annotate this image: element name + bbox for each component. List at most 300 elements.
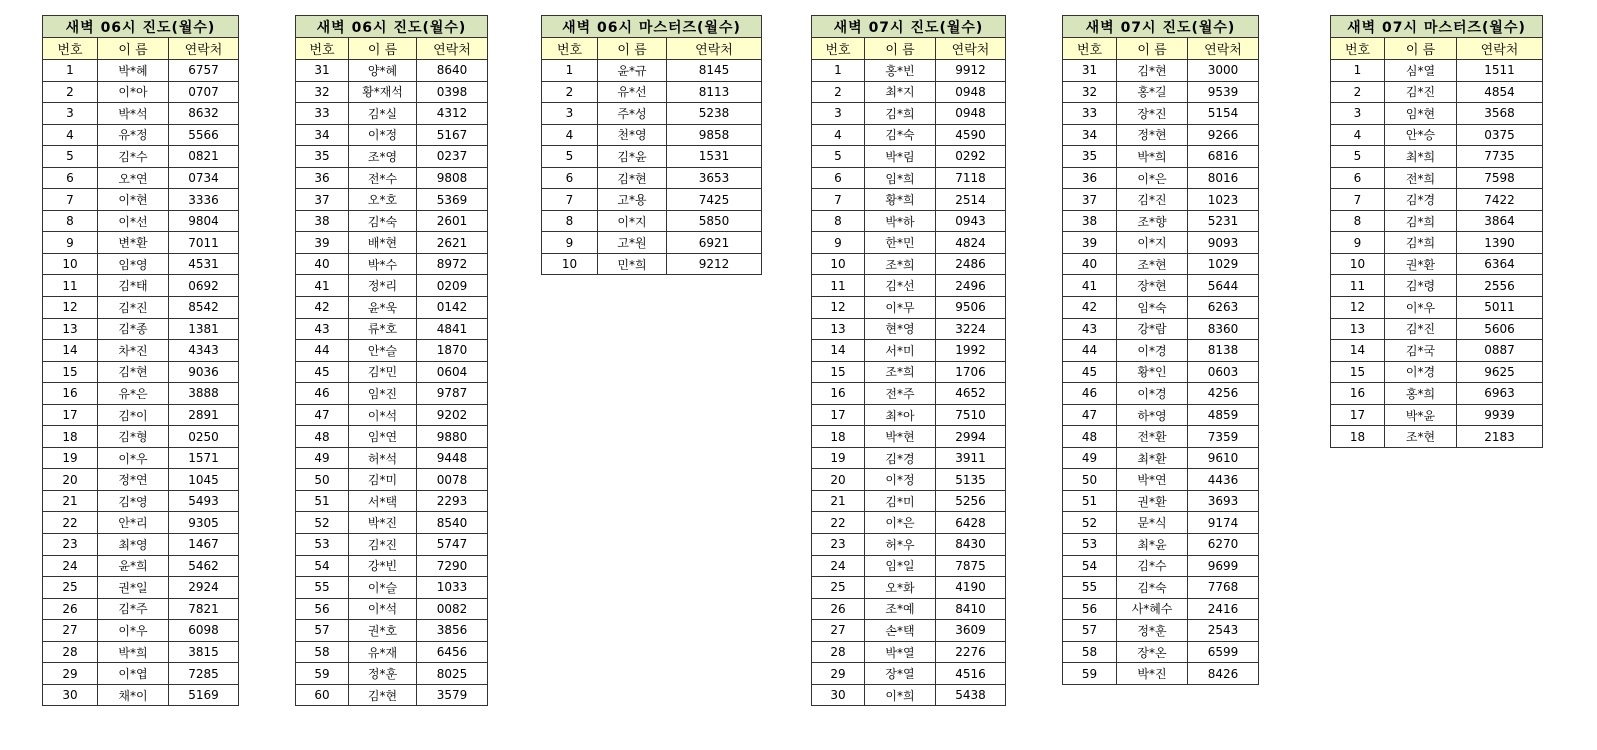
cell-number: 6 (812, 167, 865, 189)
table-row (296, 297, 488, 319)
cell-name: 이*우 (98, 447, 169, 469)
cell-contact: 1023 (1188, 189, 1259, 211)
cell-number: 39 (1063, 232, 1117, 254)
cell-contact: 5644 (1188, 275, 1259, 297)
cell-number: 27 (812, 620, 865, 642)
column-header-name: 이 름 (349, 38, 417, 60)
cell-contact: 8360 (1188, 318, 1259, 340)
cell-contact: 9858 (667, 124, 762, 146)
table-row (43, 189, 239, 211)
cell-contact: 3911 (936, 447, 1006, 469)
cell-number: 7 (542, 189, 598, 211)
cell-number: 1 (542, 60, 598, 82)
cell-name: 조*현 (1117, 253, 1188, 275)
cell-contact: 2621 (417, 232, 488, 254)
table-row (812, 275, 1006, 297)
cell-name: 천*영 (598, 124, 667, 146)
table-row (1063, 512, 1259, 534)
cell-number: 11 (812, 275, 865, 297)
cell-name: 이*희 (865, 684, 936, 706)
table-row (812, 189, 1006, 211)
cell-name: 박*열 (865, 641, 936, 663)
cell-number: 29 (812, 663, 865, 685)
cell-number: 57 (296, 620, 349, 642)
table-row (812, 490, 1006, 512)
cell-number: 29 (43, 663, 98, 685)
table-row (43, 146, 239, 168)
cell-contact: 5566 (169, 124, 239, 146)
cell-number: 32 (296, 81, 349, 103)
cell-name: 조*희 (865, 253, 936, 275)
table-row (1331, 167, 1543, 189)
cell-contact: 1511 (1457, 60, 1543, 82)
cell-contact: 0082 (417, 598, 488, 620)
cell-number: 16 (1331, 383, 1385, 405)
cell-number: 52 (296, 512, 349, 534)
cell-number: 35 (296, 146, 349, 168)
cell-name: 박*진 (349, 512, 417, 534)
table-row (1331, 103, 1543, 125)
table-row (43, 167, 239, 189)
cell-contact: 8430 (936, 534, 1006, 556)
table-row (812, 534, 1006, 556)
table-row (296, 81, 488, 103)
table-row (542, 210, 762, 232)
cell-contact: 4343 (169, 340, 239, 362)
cell-number: 12 (812, 297, 865, 319)
cell-name: 문*식 (1117, 512, 1188, 534)
cell-name: 김*형 (98, 426, 169, 448)
cell-contact: 0250 (169, 426, 239, 448)
table-row (812, 146, 1006, 168)
cell-number: 9 (542, 232, 598, 254)
table-row (296, 404, 488, 426)
table-row (812, 555, 1006, 577)
cell-contact: 6428 (936, 512, 1006, 534)
cell-name: 김*윤 (598, 146, 667, 168)
table-row (812, 426, 1006, 448)
table-row (812, 340, 1006, 362)
cell-number: 59 (296, 663, 349, 685)
cell-contact: 7598 (1457, 167, 1543, 189)
cell-number: 37 (296, 189, 349, 211)
cell-name: 최*희 (1385, 146, 1457, 168)
cell-contact: 2486 (936, 253, 1006, 275)
cell-number: 50 (296, 469, 349, 491)
cell-name: 최*윤 (1117, 534, 1188, 556)
cell-contact: 8632 (169, 103, 239, 125)
column-header-number: 번호 (542, 38, 598, 60)
cell-number: 20 (812, 469, 865, 491)
cell-contact: 3888 (169, 383, 239, 405)
cell-name: 임*숙 (1117, 297, 1188, 319)
cell-number: 56 (1063, 598, 1117, 620)
cell-number: 47 (296, 404, 349, 426)
cell-name: 김*희 (1385, 232, 1457, 254)
cell-name: 이*지 (598, 210, 667, 232)
cell-name: 이*지 (1117, 232, 1188, 254)
table-row (1063, 598, 1259, 620)
cell-number: 10 (812, 253, 865, 275)
cell-contact: 3815 (169, 641, 239, 663)
cell-name: 최*영 (98, 534, 169, 556)
table-row (43, 60, 239, 82)
cell-name: 서*미 (865, 340, 936, 362)
cell-contact: 2496 (936, 275, 1006, 297)
table-row (1331, 340, 1543, 362)
cell-number: 30 (43, 684, 98, 706)
cell-name: 권*일 (98, 577, 169, 599)
cell-contact: 8025 (417, 663, 488, 685)
cell-number: 16 (43, 383, 98, 405)
cell-number: 50 (1063, 469, 1117, 491)
cell-name: 주*성 (598, 103, 667, 125)
cell-number: 45 (296, 361, 349, 383)
cell-name: 홍*길 (1117, 81, 1188, 103)
cell-contact: 5154 (1188, 103, 1259, 125)
cell-contact: 5606 (1457, 318, 1543, 340)
table-row (296, 124, 488, 146)
cell-name: 손*택 (865, 620, 936, 642)
table-row (542, 103, 762, 125)
cell-name: 이*정 (349, 124, 417, 146)
cell-number: 6 (1331, 167, 1385, 189)
table-row (43, 641, 239, 663)
cell-contact: 8410 (936, 598, 1006, 620)
table-row (296, 663, 488, 685)
cell-contact: 5369 (417, 189, 488, 211)
table-row (43, 124, 239, 146)
table-row (1331, 404, 1543, 426)
cell-number: 5 (1331, 146, 1385, 168)
cell-name: 김*미 (349, 469, 417, 491)
cell-number: 32 (1063, 81, 1117, 103)
table-row (43, 275, 239, 297)
cell-name: 김*현 (349, 684, 417, 706)
table-row (542, 124, 762, 146)
cell-number: 19 (43, 447, 98, 469)
cell-contact: 4190 (936, 577, 1006, 599)
table-row (43, 447, 239, 469)
cell-contact: 2891 (169, 404, 239, 426)
table-row (1063, 469, 1259, 491)
cell-number: 41 (296, 275, 349, 297)
column-header-number: 번호 (812, 38, 865, 60)
cell-number: 24 (43, 555, 98, 577)
cell-name: 이*우 (98, 620, 169, 642)
cell-number: 53 (1063, 534, 1117, 556)
cell-contact: 8972 (417, 253, 488, 275)
cell-name: 차*진 (98, 340, 169, 362)
cell-contact: 3693 (1188, 490, 1259, 512)
cell-number: 41 (1063, 275, 1117, 297)
cell-number: 55 (1063, 577, 1117, 599)
cell-name: 오*화 (865, 577, 936, 599)
table-row (542, 60, 762, 82)
table-row (812, 469, 1006, 491)
cell-contact: 0375 (1457, 124, 1543, 146)
table-row (296, 253, 488, 275)
cell-contact: 3568 (1457, 103, 1543, 125)
table-row (1063, 490, 1259, 512)
cell-name: 전*환 (1117, 426, 1188, 448)
table-row (1331, 253, 1543, 275)
cell-number: 25 (43, 577, 98, 599)
cell-number: 1 (43, 60, 98, 82)
cell-number: 31 (296, 60, 349, 82)
cell-contact: 9036 (169, 361, 239, 383)
table-row (43, 232, 239, 254)
table-row (812, 81, 1006, 103)
table-row (812, 232, 1006, 254)
cell-number: 7 (812, 189, 865, 211)
cell-contact: 5238 (667, 103, 762, 125)
table-row (296, 189, 488, 211)
cell-contact: 4841 (417, 318, 488, 340)
cell-number: 14 (43, 340, 98, 362)
cell-name: 김*숙 (1117, 577, 1188, 599)
cell-name: 박*희 (98, 641, 169, 663)
cell-number: 20 (43, 469, 98, 491)
cell-contact: 1381 (169, 318, 239, 340)
cell-name: 이*은 (1117, 167, 1188, 189)
table-row (1063, 232, 1259, 254)
table-row (296, 340, 488, 362)
cell-contact: 1033 (417, 577, 488, 599)
table-row (296, 232, 488, 254)
column-header-number: 번호 (1331, 38, 1385, 60)
cell-name: 정*리 (349, 275, 417, 297)
cell-contact: 0078 (417, 469, 488, 491)
cell-contact: 6270 (1188, 534, 1259, 556)
cell-contact: 0692 (169, 275, 239, 297)
cell-contact: 1706 (936, 361, 1006, 383)
cell-name: 사*혜수 (1117, 598, 1188, 620)
cell-name: 임*현 (1385, 103, 1457, 125)
cell-number: 6 (43, 167, 98, 189)
cell-contact: 9787 (417, 383, 488, 405)
table-row (812, 684, 1006, 706)
cell-number: 2 (542, 81, 598, 103)
cell-name: 박*혜 (98, 60, 169, 82)
cell-number: 17 (43, 404, 98, 426)
cell-number: 8 (542, 210, 598, 232)
table-row (1331, 210, 1543, 232)
cell-number: 58 (296, 641, 349, 663)
cell-name: 양*혜 (349, 60, 417, 82)
cell-name: 김*경 (865, 447, 936, 469)
cell-number: 19 (812, 447, 865, 469)
cell-name: 유*선 (598, 81, 667, 103)
cell-name: 한*민 (865, 232, 936, 254)
table-row (1063, 426, 1259, 448)
table-row (1331, 124, 1543, 146)
cell-contact: 3653 (667, 167, 762, 189)
cell-name: 김*수 (98, 146, 169, 168)
table-row (1331, 361, 1543, 383)
cell-name: 강*람 (1117, 318, 1188, 340)
table-title: 새벽 07시 마스터즈(월수) (1331, 16, 1543, 38)
cell-name: 고*용 (598, 189, 667, 211)
cell-number: 43 (1063, 318, 1117, 340)
cell-contact: 1467 (169, 534, 239, 556)
cell-name: 김*미 (865, 490, 936, 512)
table-row (43, 361, 239, 383)
table-row (296, 577, 488, 599)
table-row (542, 253, 762, 275)
cell-number: 39 (296, 232, 349, 254)
cell-name: 임*연 (349, 426, 417, 448)
cell-contact: 5256 (936, 490, 1006, 512)
cell-contact: 5747 (417, 534, 488, 556)
cell-contact: 8113 (667, 81, 762, 103)
cell-number: 8 (1331, 210, 1385, 232)
table-title: 새벽 06시 진도(월수) (296, 16, 488, 38)
cell-name: 하*영 (1117, 404, 1188, 426)
cell-number: 13 (812, 318, 865, 340)
cell-name: 정*훈 (1117, 620, 1188, 642)
cell-name: 임*영 (98, 253, 169, 275)
cell-name: 전*희 (1385, 167, 1457, 189)
table-row (43, 340, 239, 362)
cell-name: 박*진 (1117, 663, 1188, 685)
cell-name: 홍*희 (1385, 383, 1457, 405)
cell-number: 4 (542, 124, 598, 146)
cell-contact: 8640 (417, 60, 488, 82)
cell-name: 강*빈 (349, 555, 417, 577)
table-row (812, 577, 1006, 599)
table-row (812, 210, 1006, 232)
cell-number: 12 (1331, 297, 1385, 319)
table-row (1063, 210, 1259, 232)
cell-contact: 4516 (936, 663, 1006, 685)
cell-name: 허*석 (349, 447, 417, 469)
cell-contact: 0948 (936, 81, 1006, 103)
cell-name: 이*선 (98, 210, 169, 232)
cell-name: 황*재석 (349, 81, 417, 103)
cell-number: 26 (812, 598, 865, 620)
cell-name: 김*진 (98, 297, 169, 319)
cell-name: 김*숙 (349, 210, 417, 232)
table-row (296, 555, 488, 577)
cell-name: 변*환 (98, 232, 169, 254)
cell-number: 9 (812, 232, 865, 254)
cell-contact: 7735 (1457, 146, 1543, 168)
table-row (812, 60, 1006, 82)
cell-number: 24 (812, 555, 865, 577)
cell-number: 12 (43, 297, 98, 319)
table-row (296, 383, 488, 405)
table-row (1331, 81, 1543, 103)
cell-contact: 0237 (417, 146, 488, 168)
cell-contact: 8145 (667, 60, 762, 82)
cell-name: 배*현 (349, 232, 417, 254)
cell-number: 7 (43, 189, 98, 211)
cell-contact: 1029 (1188, 253, 1259, 275)
cell-name: 홍*빈 (865, 60, 936, 82)
cell-contact: 0209 (417, 275, 488, 297)
cell-contact: 5231 (1188, 210, 1259, 232)
cell-name: 김*진 (1117, 189, 1188, 211)
cell-number: 6 (542, 167, 598, 189)
table-row (1063, 124, 1259, 146)
cell-number: 49 (1063, 447, 1117, 469)
cell-number: 5 (812, 146, 865, 168)
cell-number: 37 (1063, 189, 1117, 211)
cell-number: 47 (1063, 404, 1117, 426)
column-header-name: 이 름 (598, 38, 667, 60)
cell-number: 33 (1063, 103, 1117, 125)
cell-name: 김*현 (1117, 60, 1188, 82)
cell-name: 전*수 (349, 167, 417, 189)
cell-contact: 1045 (169, 469, 239, 491)
cell-contact: 2994 (936, 426, 1006, 448)
cell-number: 23 (812, 534, 865, 556)
cell-number: 40 (296, 253, 349, 275)
cell-contact: 7425 (667, 189, 762, 211)
cell-name: 최*아 (865, 404, 936, 426)
table-row (43, 210, 239, 232)
cell-number: 15 (1331, 361, 1385, 383)
cell-contact: 9305 (169, 512, 239, 534)
cell-name: 김*영 (98, 490, 169, 512)
cell-name: 유*정 (98, 124, 169, 146)
cell-number: 4 (43, 124, 98, 146)
cell-contact: 2183 (1457, 426, 1543, 448)
cell-name: 이*엽 (98, 663, 169, 685)
cell-number: 7 (1331, 189, 1385, 211)
cell-contact: 6599 (1188, 641, 1259, 663)
cell-number: 44 (296, 340, 349, 362)
table-row (1063, 641, 1259, 663)
table-row (1063, 534, 1259, 556)
cell-contact: 5169 (169, 684, 239, 706)
table-row (296, 361, 488, 383)
cell-contact: 7285 (169, 663, 239, 685)
table-row (542, 146, 762, 168)
cell-contact: 1870 (417, 340, 488, 362)
cell-contact: 4312 (417, 103, 488, 125)
cell-name: 김*주 (98, 598, 169, 620)
cell-number: 3 (1331, 103, 1385, 125)
cell-number: 18 (812, 426, 865, 448)
cell-name: 김*국 (1385, 340, 1457, 362)
cell-number: 45 (1063, 361, 1117, 383)
table-row (542, 167, 762, 189)
cell-name: 현*영 (865, 318, 936, 340)
cell-contact: 6263 (1188, 297, 1259, 319)
cell-number: 5 (542, 146, 598, 168)
table-row (812, 253, 1006, 275)
cell-number: 18 (1331, 426, 1385, 448)
cell-contact: 8138 (1188, 340, 1259, 362)
roster-table-0600-jindo-2 (295, 15, 488, 706)
table-row (43, 512, 239, 534)
cell-name: 박*석 (98, 103, 169, 125)
table-row (43, 620, 239, 642)
table-row (43, 383, 239, 405)
cell-contact: 1992 (936, 340, 1006, 362)
table-row (296, 167, 488, 189)
cell-number: 9 (1331, 232, 1385, 254)
cell-number: 16 (812, 383, 865, 405)
table-row (43, 103, 239, 125)
table-row (1063, 663, 1259, 685)
cell-name: 김*현 (98, 361, 169, 383)
cell-name: 임*일 (865, 555, 936, 577)
cell-name: 임*진 (349, 383, 417, 405)
cell-name: 박*하 (865, 210, 936, 232)
